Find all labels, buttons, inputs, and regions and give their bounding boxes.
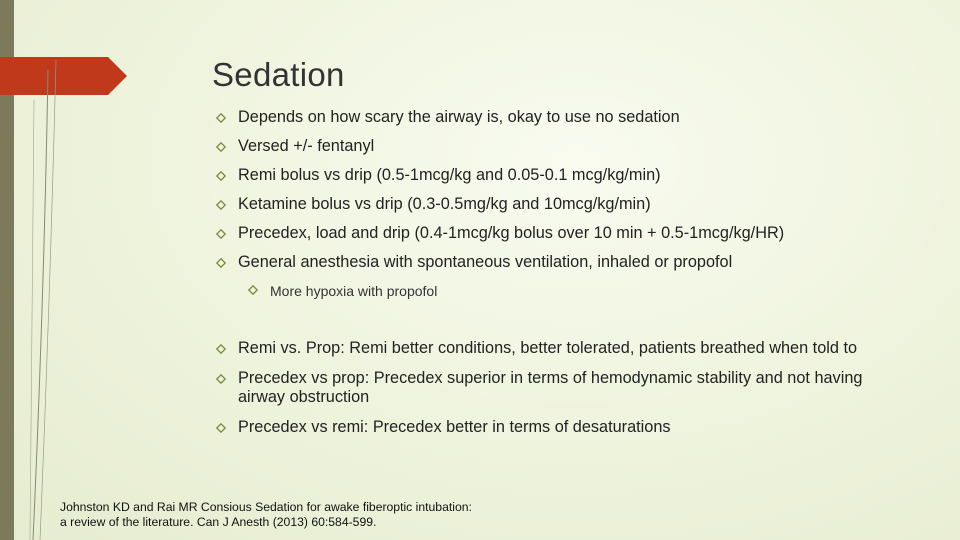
diamond-bullet-icon <box>216 374 226 384</box>
diamond-bullet-icon <box>216 113 226 123</box>
citation-line: Johnston KD and Rai MR Consious Sedation for awake fiberoptic intubation: <box>60 500 472 514</box>
bullet-text: Versed +/- fentanyl <box>238 137 375 155</box>
bullet-item <box>214 418 904 437</box>
bullet-text: Precedex vs prop: Precedex superior in terms of hemodynamic stability and not having airway obstruction <box>238 369 863 406</box>
bullet-item <box>214 108 904 127</box>
diamond-bullet-icon <box>216 344 226 354</box>
bullet-text: Precedex, load and drip (0.4-1mcg/kg bolus over 10 min + 0.5-1mcg/kg/HR) <box>238 224 785 242</box>
bullet-text: Remi bolus vs drip (0.5-1mcg/kg and 0.05-0.1 mcg/kg/min) <box>238 166 661 184</box>
bullet-item <box>214 369 904 407</box>
sub-bullet-item <box>246 282 904 301</box>
citation-line: a review of the literature. Can J Anesth (2013) 60:584-599. <box>60 515 377 529</box>
bullet-item <box>214 224 904 243</box>
diamond-bullet-icon <box>216 229 226 239</box>
bullet-text: Precedex vs remi: Precedex better in terms of desaturations <box>238 418 671 436</box>
diamond-bullet-icon <box>216 258 226 268</box>
slide-title: Sedation <box>212 56 345 93</box>
bullet-text: General anesthesia with spontaneous ventilation, inhaled or propofol <box>238 253 733 271</box>
bullet-text: Ketamine bolus vs drip (0.3-0.5mg/kg and 10mcg/kg/min) <box>238 195 651 213</box>
diamond-bullet-icon <box>248 285 258 295</box>
bullet-text: Remi vs. Prop: Remi better conditions, better tolerated, patients breathed when told to <box>238 339 858 357</box>
bullet-item <box>214 253 904 272</box>
bullet-item <box>214 195 904 214</box>
diamond-bullet-icon <box>216 423 226 433</box>
bullet-item <box>214 166 904 185</box>
bullet-list <box>214 108 904 448</box>
diamond-bullet-icon <box>216 171 226 181</box>
diamond-bullet-icon <box>216 142 226 152</box>
decorative-lines <box>0 0 120 540</box>
sub-bullet-text: More hypoxia with propofol <box>270 283 438 299</box>
diamond-bullet-icon <box>216 200 226 210</box>
citation <box>60 500 472 530</box>
bullet-item <box>214 137 904 156</box>
bullet-item <box>214 339 904 358</box>
bullet-text: Depends on how scary the airway is, okay to use no sedation <box>238 108 680 126</box>
